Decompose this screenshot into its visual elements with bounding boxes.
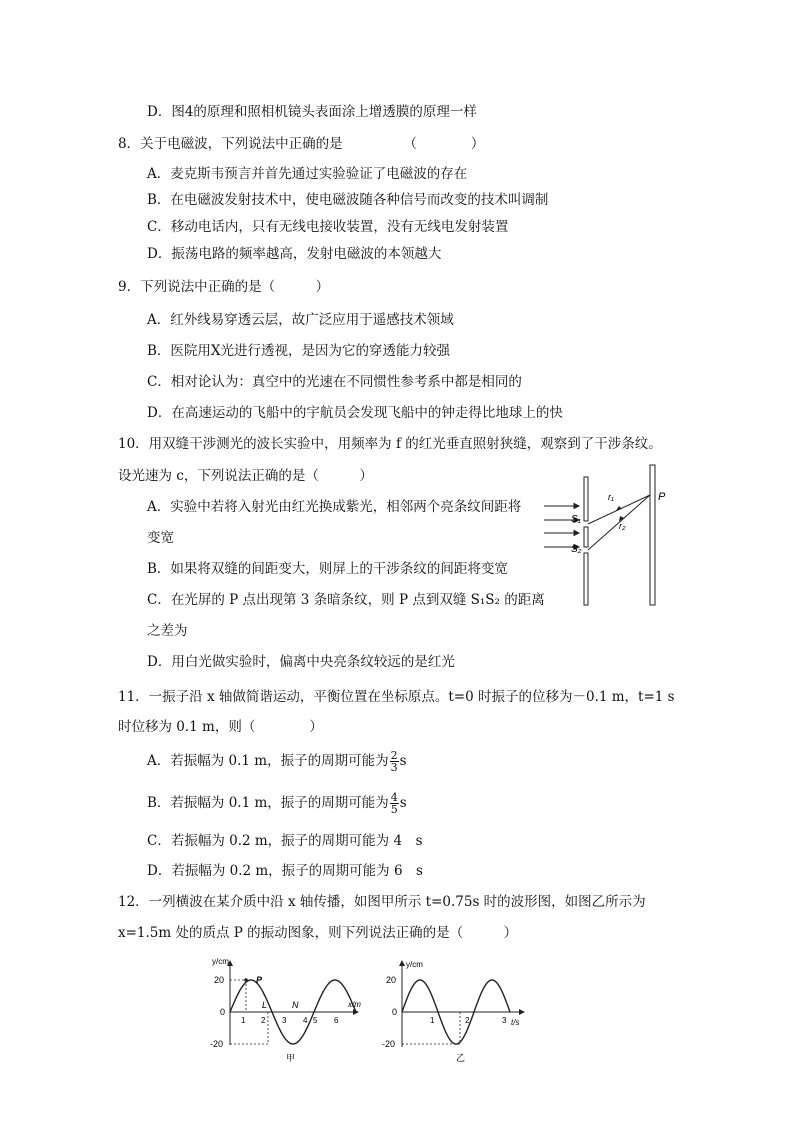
jia-point-n: N — [292, 1000, 299, 1010]
point-p-label: P — [658, 491, 666, 503]
yi-ytick-0: 0 — [392, 1007, 398, 1017]
jia-xtick-5: 5 — [313, 1016, 318, 1025]
yi-ytick-20: 20 — [386, 975, 397, 985]
q9-option-b: B．医院用X光进行透视，是因为它的穿透能力较强 — [147, 343, 451, 359]
yi-xtick-1: 1 — [430, 1016, 435, 1025]
jia-xlabel: x/m — [348, 1000, 361, 1009]
jia-ytick-neg20: -20 — [210, 1039, 224, 1049]
slit-s2-label: S₂ — [571, 544, 582, 555]
path-r1-label: r₁ — [608, 492, 614, 502]
wave-graph-jia — [208, 955, 368, 1065]
q8-option-c: C．移动电话内，只有无线电接收装置，没有无线电发射装置 — [147, 219, 509, 235]
q11-option-b: B．若振幅为 0.1 m，振子的周期可能为 $\frac{4}{5}$ s — [147, 791, 407, 816]
fraction-4-5: $\frac{4}{5}$ — [390, 791, 398, 816]
q12-stem-line1: 12．一列横波在某介质中沿 x 轴传播，如图甲所示 t=0.75s 时的波形图，如图乙所示为 — [118, 894, 646, 910]
jia-ytick-0: 0 — [220, 1007, 226, 1017]
q9-option-c: C．相对论认为：真空中的光速在不同惯性参考系中都是相同的 — [147, 374, 522, 390]
jia-caption: 甲 — [286, 1053, 296, 1063]
q11-option-a: A．若振幅为 0.1 m，振子的周期可能为 $\frac{2}{3}$ s — [147, 749, 407, 774]
vibration-graph-yi — [380, 955, 530, 1065]
jia-ylabel: y/cm — [212, 957, 229, 966]
yi-ylabel: y/cm — [406, 960, 423, 969]
yi-xlabel: t/s — [511, 1018, 520, 1027]
jia-xtick-6: 6 — [334, 1016, 339, 1025]
fraction-2-3: $\frac{2}{3}$ — [390, 749, 398, 774]
q8-option-b: B．在电磁波发射技术中，使电磁波随各种信号而改变的技术叫调制 — [147, 192, 549, 208]
q10-option-c-line1: C．在光屏的 P 点出现第 3 条暗条纹，则 P 点到双缝 S₁S₂ 的距离 — [147, 592, 545, 608]
q11-stem-line1: 11．一振子沿 x 轴做简谐运动，平衡位置在坐标原点。t=0 时振子的位移为－0.1 m，t=1 s — [118, 689, 675, 705]
q11-stem-line2: 时位移为 0.1 m，则（ ） — [118, 719, 323, 735]
yi-caption: 乙 — [456, 1053, 466, 1063]
jia-xtick-2: 2 — [261, 1016, 266, 1025]
q8-option-d: D．振荡电路的频率越高，发射电磁波的本领越大 — [147, 246, 442, 262]
q10-option-a-line1: A．实验中若将入射光由红光换成紫光，相邻两个亮条纹间距将 — [147, 499, 522, 515]
q10-option-d: D．用白光做实验时，偏离中央亮条纹较远的是红光 — [147, 654, 455, 670]
q8-option-a: A．麦克斯韦预言并首先通过实验验证了电磁波的存在 — [147, 166, 468, 182]
q11-option-a-text: A．若振幅为 0.1 m，振子的周期可能为 — [147, 753, 389, 769]
q11-option-c: C．若振幅为 0.2 m，振子的周期可能为 4 s — [147, 833, 423, 849]
q9-stem: 9．下列说法中正确的是（ ） — [118, 279, 330, 295]
jia-xtick-4: 4 — [303, 1016, 308, 1025]
double-slit-figure — [540, 463, 670, 609]
jia-ytick-20: 20 — [214, 975, 225, 985]
q10-stem-line2: 设光速为 c，下列说法正确的是（ ） — [118, 468, 373, 484]
q11-option-b-text: B．若振幅为 0.1 m，振子的周期可能为 — [147, 795, 389, 811]
q12-stem-line2: x=1.5m 处的质点 P 的振动图象，则下列说法正确的是（ ） — [118, 925, 518, 941]
jia-point-l: L — [262, 1000, 268, 1010]
q9-option-d: D．在高速运动的飞船中的宇航员会发现飞船中的钟走得比地球上的快 — [147, 405, 563, 421]
yi-xtick-2: 2 — [465, 1016, 470, 1025]
jia-point-p: P — [256, 975, 263, 985]
q10-option-b: B．如果将双缝的间距变大，则屏上的干涉条纹的间距将变宽 — [147, 561, 508, 577]
q10-option-a-line2: 变宽 — [147, 530, 174, 546]
q7-option-d: D．图4的原理和照相机镜头表面涂上增透膜的原理一样 — [147, 104, 477, 120]
yi-xtick-3: 3 — [502, 1016, 507, 1025]
q8-stem: 8．关于电磁波，下列说法中正确的是 （ ） — [118, 136, 485, 152]
q10-stem-line1: 10．用双缝干涉测光的波长实验中，用频率为 f 的红光垂直照射狭缝，观察到了干涉条纹。 — [118, 436, 662, 452]
jia-xtick-1: 1 — [241, 1016, 246, 1025]
q9-option-a: A．红外线易穿透云层，故广泛应用于遥感技术领域 — [147, 312, 454, 328]
path-r2-label: r₂ — [619, 521, 626, 531]
slit-s1-label: S₁ — [571, 514, 581, 525]
jia-xtick-3: 3 — [282, 1016, 287, 1025]
q10-option-c-line2: 之差为 — [147, 623, 188, 639]
q11-option-d: D．若振幅为 0.2 m，振子的周期可能为 6 s — [147, 863, 423, 879]
yi-ytick-neg20: -20 — [382, 1039, 396, 1049]
